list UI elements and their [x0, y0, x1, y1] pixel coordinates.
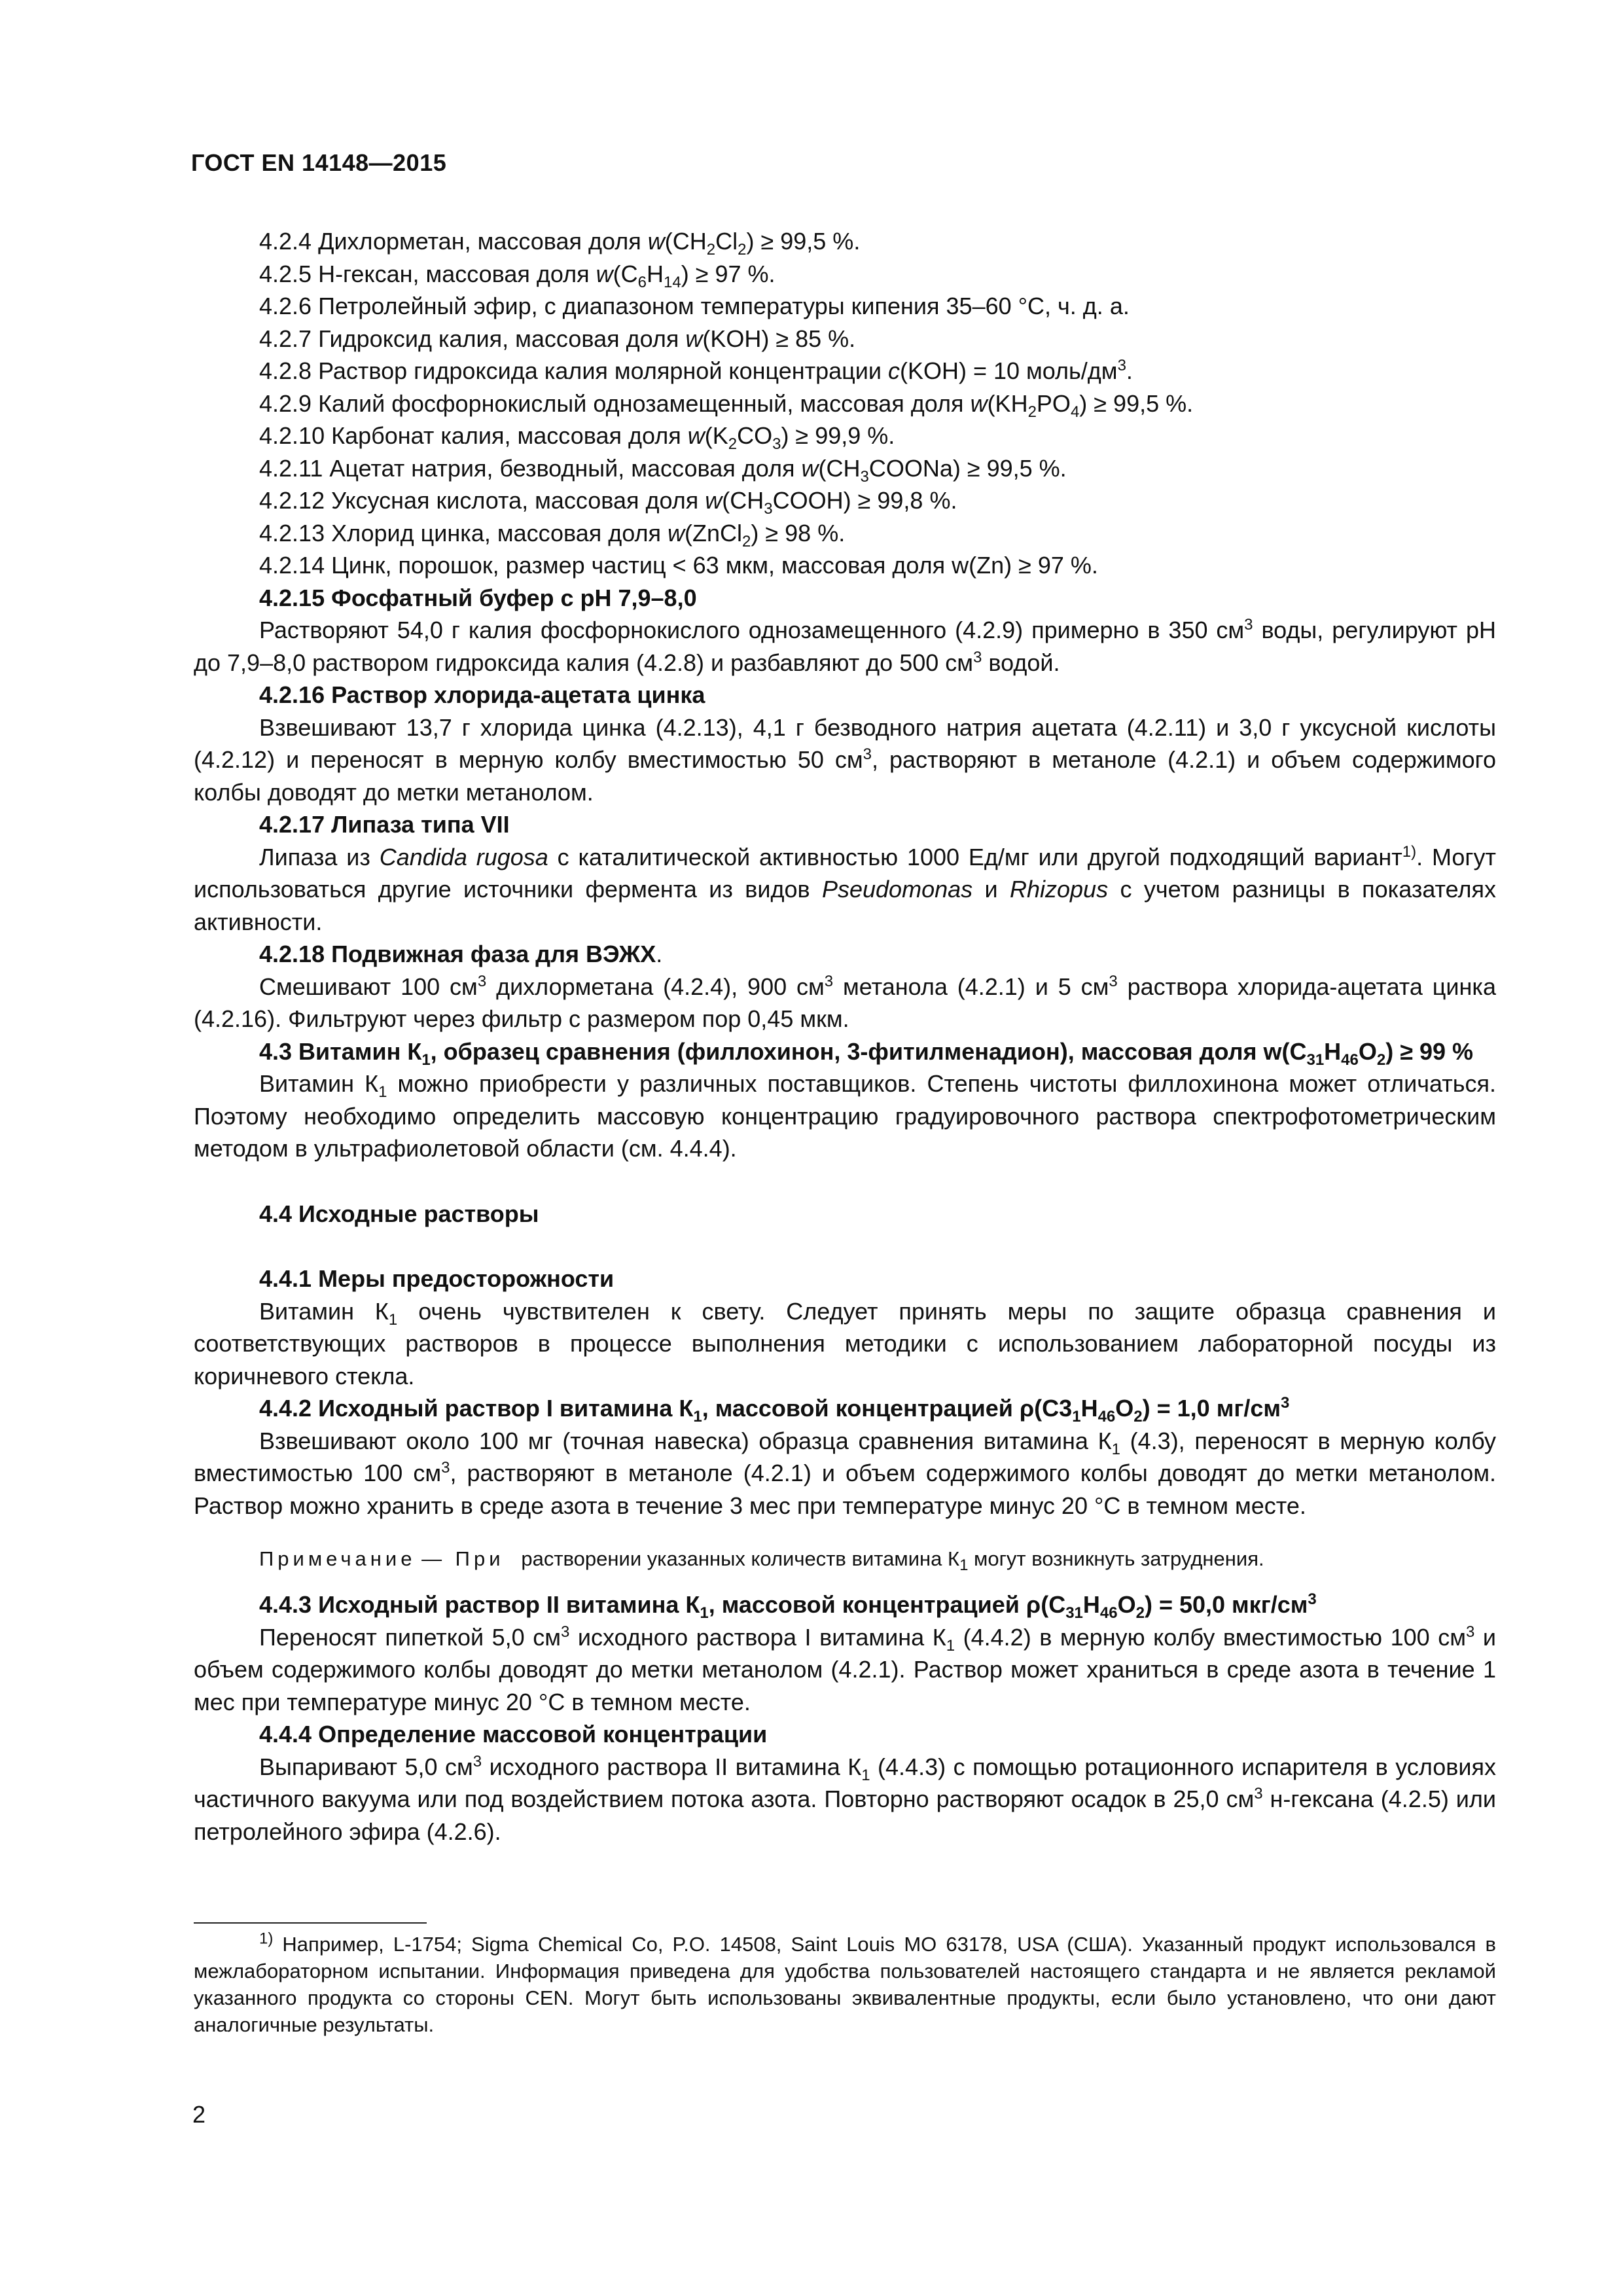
- item-4-2-11: 4.2.11 Ацетат натрия, безводный, массовая доля $w(CH_3COONa) \ge 99,5$ %.: [259, 454, 1067, 486]
- paragraph-4-4-2: Взвешивают около 100 мг (точная навеска) образца сравнения витамина $К_1$ (4.3), переносят в мерную колбу вместимостью 100 $см^3$, растворяют в метаноле (4.2.1) и объем содержимого колбы доводят до метки метанолом. Раствор можно хранить в среде азота в течение 3 мес при температуре минус 20 °С в темном месте.: [194, 1427, 1496, 1519]
- section-title-4-4-3: 4.4.3 Исходный раствор II витамина $К_1$, массовой концентрацией $\rho(C_{31}H_{46}O_2) = 50,0$ мкг/$см^3$: [259, 1590, 1317, 1623]
- item-4-2-7: 4.2.7 Гидроксид калия, массовая доля w(KOH) ≥ 85 %.: [259, 325, 856, 352]
- note: Примечание — При растворении указанных количеств витамина $К_1$ могут возникнуть затруднения.: [259, 1547, 1264, 1575]
- item-4-2-14: 4.2.14 Цинк, порошок, размер частиц < 63 мкм, массовая доля w(Zn) ≥ 97 %.: [259, 552, 1098, 579]
- paragraph-4-4-4: Выпаривают 5,0 $см^3$ исходного раствора II витамина $К_1$ (4.4.3) с помощью ротационного испарителя в условиях частичного вакуума или под воздействием потока азота. Повторно растворяют осадок в 25,0 $см^3$ н-гексана (4.2.5) или петролейного эфира (4.2.6).: [194, 1752, 1496, 1845]
- item-4-2-8: 4.2.8 Раствор гидроксида калия молярной концентрации c(KOH) = 10 моль/$дм^3$.: [259, 357, 1133, 384]
- paragraph-4-2-17: Липаза из Candida rugosa с каталитической активностью 1000 Ед/мг или другой подходящий вариант$^{1)}$. Могут использоваться другие источники фермента из видов Pseudomonas и Rhizopus с учетом разницы в показателях активности.: [194, 842, 1496, 935]
- paragraph-4-2-16: Взвешивают 13,7 г хлорида цинка (4.2.13), 4,1 г безводного натрия ацетата (4.2.11) и 3,0 г уксусной кислоты (4.2.12) и переносят в мерную колбу вместимостью 50 $см^3$, растворяют в метаноле (4.2.1) и объем содержимого колбы доводят до метки метанолом.: [194, 713, 1496, 806]
- section-title-4-2-18: 4.2.18 Подвижная фаза для ВЭЖХ.: [259, 941, 663, 967]
- paragraph-4-4-1: Витамин $К_1$ очень чувствителен к свету. Следует принять меры по защите образца сравнения и соответствующих растворов в процессе выполнения методики с использованием лабораторной посуды из коричневого стекла.: [194, 1297, 1496, 1390]
- paragraph-4-2-15: Растворяют 54,0 г калия фосфорнокислого однозамещенного (4.2.9) примерно в 350 $см^3$ воды, регулируют рН до 7,9–8,0 раствором гидроксида калия (4.2.8) и разбавляют до 500 $см^3$ водой.: [194, 616, 1497, 676]
- page-number: 2: [192, 2101, 206, 2128]
- item-4-2-5: 4.2.5 Н-гексан, массовая доля $w(C_6H_{14}) \ge 97$ %.: [259, 260, 776, 291]
- paragraph-4-2-18: Смешивают 100 $см^3$ дихлорметана (4.2.4), 900 $см^3$ метанола (4.2.1) и 5 $см^3$ раствора хлорида-ацетата цинка (4.2.16). Фильтруют через фильтр с размером пор 0,45 мкм.: [194, 972, 1496, 1032]
- section-title-4-4-1: 4.4.1 Меры предосторожности: [259, 1265, 615, 1292]
- section-title-4-2-16: 4.2.16 Раствор хлорида-ацетата цинка: [259, 681, 705, 708]
- section-title-4-4-4: 4.4.4 Определение массовой концентрации: [259, 1721, 768, 1748]
- item-4-2-6: 4.2.6 Петролейный эфир, с диапазоном температуры кипения 35–60 °С, ч. д. а.: [259, 293, 1130, 319]
- section-title-4-3: 4.3 Витамин $К_1$, образец сравнения (филлохинон, 3-фитилменадион), массовая доля $w(C_{31}H_{46}O_2) \ge 99$ %: [259, 1037, 1474, 1069]
- paragraph-4-3: Витамин $К_1$ можно приобрести у различных поставщиков. Степень чистоты филлохинона может отличаться. Поэтому необходимо определить массовую концентрацию градуировочного раствора спектрофотометрическим методом в ультрафиолетовой области (см. 4.4.4).: [194, 1070, 1496, 1162]
- footnote-text: Например, L-1754; Sigma Chemical Co, P.O. 14508, Saint Louis MO 63178, USA (США). Указанный продукт использовался в межлабораторном испытании. Информация приведена для удобства пользователей настоящего стандарта и не является рекламой указанного продукта со стороны CEN. Могут быть использованы эквивалентные продукты, если было установлено, что они дают аналогичные результаты.: [194, 1933, 1496, 2036]
- item-4-2-10: 4.2.10 Карбонат калия, массовая доля $w(K_2CO_3) \ge 99,9$ %.: [259, 422, 895, 454]
- document-body: [194, 225, 1496, 1848]
- section-title-4-4: 4.4 Исходные растворы: [259, 1200, 539, 1227]
- document-header: ГОСТ EN 14148—2015: [191, 149, 447, 176]
- paragraph-4-4-3: Переносят пипеткой 5,0 $см^3$ исходного раствора I витамина $К_1$ (4.4.2) в мерную колбу вместимостью 100 $см^3$ и объем содержимого колбы доводят до метки метанолом (4.2.1). Раствор может храниться в среде азота в течение 1 мес при температуре минус 20 °С в темном месте.: [194, 1623, 1496, 1715]
- footnote-separator: [194, 1922, 427, 1924]
- footnote-marker: 1): [259, 1929, 274, 1948]
- section-title-4-4-2: 4.4.2 Исходный раствор I витамина $К_1$, массовой концентрацией $\rho(C3_1H_{46}O_2) = 1,0$ $мг/см^3$: [259, 1394, 1290, 1426]
- section-title-4-2-17: 4.2.17 Липаза типа VII: [259, 811, 510, 838]
- item-4-2-12: 4.2.12 Уксусная кислота, массовая доля $w(CH_3COOH) \ge 99,8$ %.: [259, 487, 957, 518]
- footnote: [194, 1931, 1496, 2038]
- item-4-2-4: 4.2.4 Дихлорметан, массовая доля $w(CH_2Cl_2) \ge 99,5$ %.: [259, 228, 861, 259]
- section-title-4-2-15: 4.2.15 Фосфатный буфер с рН 7,9–8,0: [259, 584, 697, 611]
- item-4-2-9: 4.2.9 Калий фосфорнокислый однозамещенный, массовая доля $w(KH_2PO_4) \ge 99,5$ %.: [259, 389, 1194, 421]
- item-4-2-13: 4.2.13 Хлорид цинка, массовая доля w(ZnCl$_2$) ≥ 98 %.: [259, 519, 846, 550]
